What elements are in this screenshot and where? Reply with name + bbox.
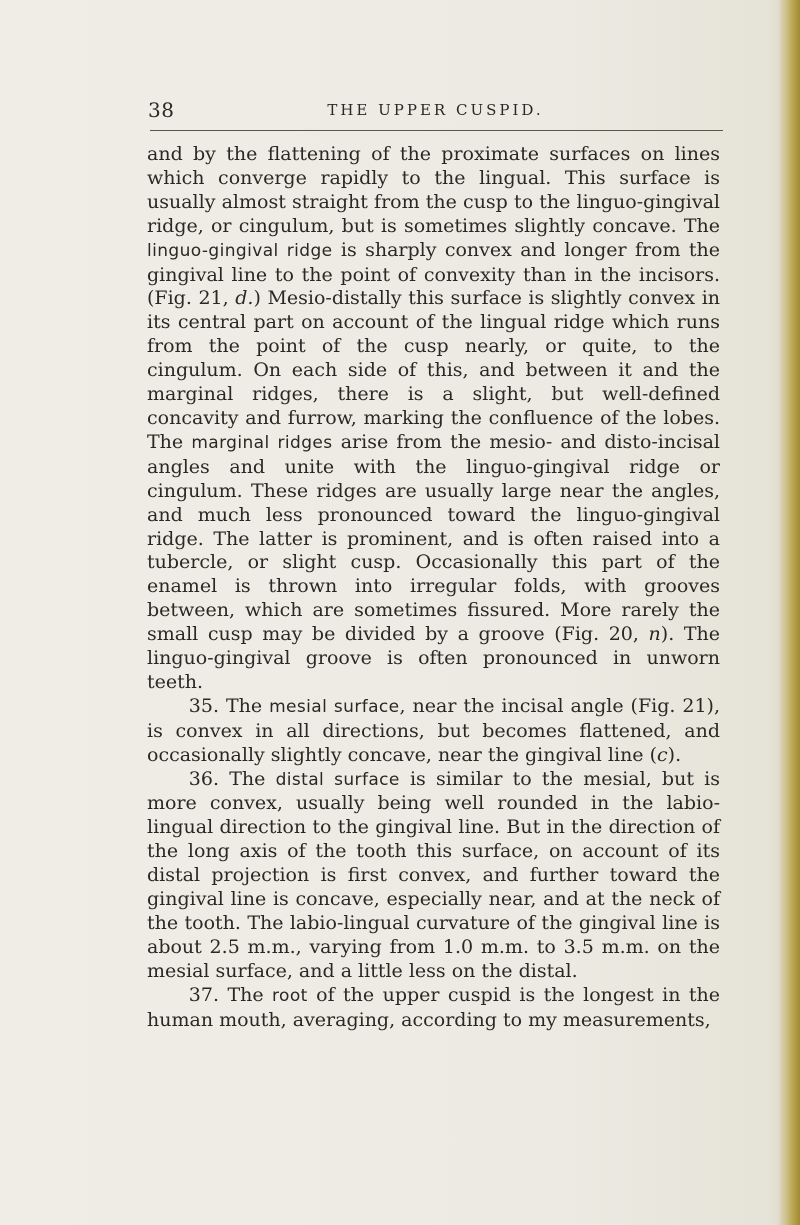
running-head: THE UPPER CUSPID. <box>327 101 544 119</box>
term-heading: root <box>272 985 308 1006</box>
term-heading: linguo-gingival ridge <box>147 240 333 261</box>
text-run: ) Mesio-distally this surface is slightly convex in its central part on account of the lingual ridge which runs from the point of the cusp nearly, or quite, to the cingulum. On each side of this, and between it and the marginal ridges, there is a slight, but well-defined concavity and furrow, marking the confluence of the lobes. The <box>147 287 721 453</box>
page-number: 38 <box>148 98 175 122</box>
text-run: is sharply convex and longer from the gingival line to the point of convexity than in the incisors. (Fig. 21, <box>147 238 720 310</box>
text-run: is similar to the mesial, but is more convex, usually being well rounded in the labio-lingual direction to the gingival line. But in the direction of the long axis of the tooth this surface, on account of its distal projection is first convex, and further toward the gingival line is concave, especially near, and at the neck of the tooth. The labio-lingual curvature of the gingival line is about 2.5 m.m., varying from 1.0 m.m. to 3.5 m.m. on the mesial surface, and a little less on the distal. <box>147 767 720 982</box>
paragraph-35 <box>147 695 720 768</box>
italic-ref: c <box>657 743 668 766</box>
term-heading: distal surface <box>275 769 400 790</box>
page-header <box>148 94 723 134</box>
term-heading: marginal ridges <box>191 432 333 453</box>
text-run: and by the flattening of the proximate surfaces on lines which converge rapidly to the lingual. This surface is usually almost straight from the cusp to the linguo-gingival ridge, or cingulum, but is sometimes slightly concave. The <box>147 143 720 237</box>
text-run: arise from the mesio- and disto-incisal angles and unite with the linguo-gingival ridge or cingulum. These ridges are usually large near the angles, and much less pronounced toward the linguo-gingival ridge. The latter is prominent, and is often raised into a tubercle, or slight cusp. Occasionally this part of the enamel is thrown into irregular folds, with grooves between, which are sometimes fissured. More rarely the small cusp may be divided by a groove (Fig. 20, <box>147 430 720 646</box>
term-heading: mesial surface <box>269 696 400 717</box>
body-text <box>147 143 720 1033</box>
text-run: , near the incisal angle (Fig. 21), is convex in all directions, but becomes flattened, and occasionally slightly concave, near the gingival line ( <box>147 694 720 766</box>
italic-ref: n <box>648 623 661 646</box>
page-edge-gilding <box>778 0 800 1225</box>
paragraph-36 <box>147 768 720 984</box>
paragraph-37 <box>147 984 720 1033</box>
text-run: 35. The <box>188 694 270 717</box>
text-run: of the upper cuspid is the longest in the human mouth, averaging, according to my measurements, <box>147 983 721 1031</box>
text-run: 36. The <box>188 767 276 790</box>
text-run: ). The linguo-gingival groove is often pronounced in unworn teeth. <box>147 623 720 693</box>
text-run: 37. The <box>188 983 273 1006</box>
text-run: ). <box>667 743 682 766</box>
paragraph-continuation <box>147 143 720 695</box>
header-rule <box>150 130 723 131</box>
italic-ref: d. <box>235 287 254 310</box>
